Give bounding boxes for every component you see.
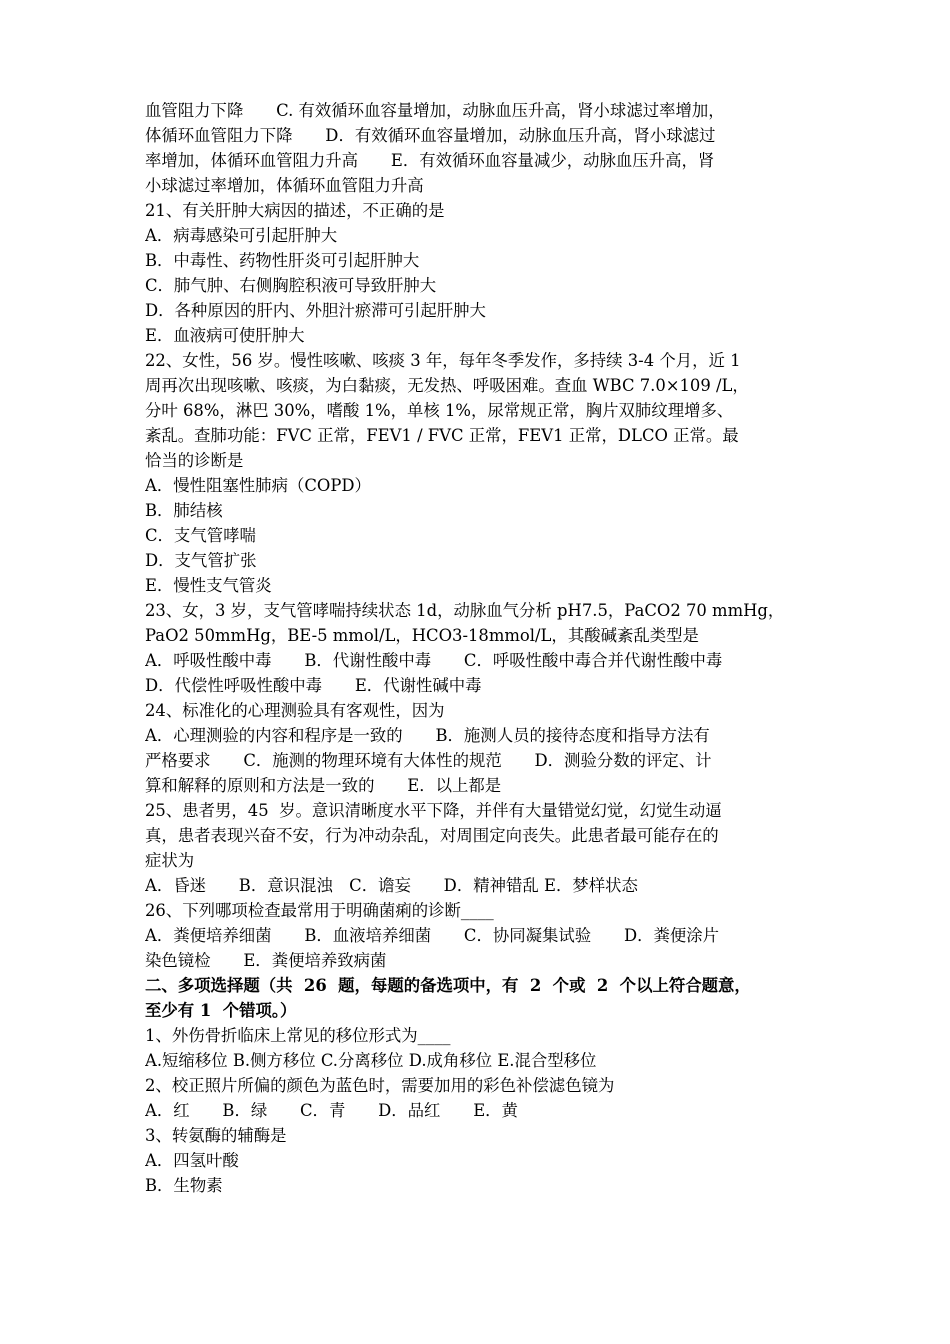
option-line: C．支气管哮喘 <box>145 526 256 545</box>
option-line: A．红 B．绿 C．青 D．品红 E．黄 <box>145 1101 518 1120</box>
option-line: A．呼吸性酸中毒 B．代谢性酸中毒 C．呼吸性酸中毒合并代谢性酸中毒 <box>145 651 723 670</box>
question-title: 21、有关肝肿大病因的描述，不正确的是 <box>145 201 445 220</box>
option-line: A．病毒感染可引起肝肿大 <box>145 226 338 245</box>
question-title: 24、标准化的心理测验具有客观性，因为 <box>145 701 445 720</box>
option-line: 严格要求 C．施测的物理环境有大体性的规范 D．测验分数的评定、计 <box>145 751 712 770</box>
text-line: 周再次出现咳嗽、咳痰，为白黏痰，无发热、呼吸困难。查血 WBC 7.0×109 /L， <box>145 376 749 395</box>
text-line: 率增加，体循环血管阻力升高 E．有效循环血容量减少，动脉血压升高，肾 <box>145 151 715 170</box>
option-line: A．慢性阻塞性肺病（COPD） <box>145 476 371 495</box>
section-heading: 至少有 1 个错项。） <box>145 1001 297 1020</box>
option-line: A．四氢叶酸 <box>145 1151 239 1170</box>
section-heading: 二、多项选择题（共 26 题，每题的备选项中，有 2 个或 2 个以上符合题意， <box>145 976 751 995</box>
text-line: 血管阻力下降 C. 有效循环血容量增加，动脉血压升高，肾小球滤过率增加， <box>145 101 725 120</box>
option-line: A．粪便培养细菌 B．血液培养细菌 C．协同凝集试验 D．粪便涂片 <box>145 926 720 945</box>
option-line: E．血液病可使肝肿大 <box>145 326 305 345</box>
option-line: A．昏迷 B．意识混浊 C．谵妄 D．精神错乱 E．梦样状态 <box>145 876 638 895</box>
text-line: 真，患者表现兴奋不安，行为冲动杂乱，对周围定向丧失。此患者最可能存在的 <box>145 826 719 845</box>
option-line: 染色镜检 E．粪便培养致病菌 <box>145 951 387 970</box>
option-line: D．各种原因的肝内、外胆汁瘀滞可引起肝肿大 <box>145 301 486 320</box>
text-line: 分叶 68%，淋巴 30%，嗜酸 1%，单核 1%，尿常规正常，胸片双肺纹理增多、 <box>145 401 734 420</box>
text-line: 体循环血管阻力下降 D．有效循环血容量增加，动脉血压升高，肾小球滤过 <box>145 126 716 145</box>
question-title: 22、女性，56 岁。慢性咳嗽、咳痰 3 年，每年冬季发作，多持续 3-4 个月，近 1 <box>145 351 741 370</box>
question-title: 3、转氨酶的辅酶是 <box>145 1126 287 1145</box>
question-title: 2、校正照片所偏的颜色为蓝色时，需要加用的彩色补偿滤色镜为 <box>145 1076 615 1095</box>
option-line: B．生物素 <box>145 1176 223 1195</box>
question-title: 1、外伤骨折临床上常见的移位形式为____ <box>145 1026 451 1045</box>
text-line: 紊乱。查肺功能：FVC 正常，FEV1 / FVC 正常，FEV1 正常，DLCO 正常。最 <box>145 426 739 445</box>
text-line: 症状为 <box>145 851 195 870</box>
option-line: D．代偿性呼吸性酸中毒 E．代谢性碱中毒 <box>145 676 482 695</box>
option-line: 算和解释的原则和方法是一致的 E．以上都是 <box>145 776 502 795</box>
option-line: B．中毒性、药物性肝炎可引起肝肿大 <box>145 251 420 270</box>
option-line: E．慢性支气管炎 <box>145 576 272 595</box>
text-line: 恰当的诊断是 <box>145 451 244 470</box>
question-title: 26、下列哪项检查最常用于明确菌痢的诊断____ <box>145 901 494 920</box>
option-line: D．支气管扩张 <box>145 551 257 570</box>
document-page <box>145 98 815 1198</box>
text-line: 小球滤过率增加，体循环血管阻力升高 <box>145 176 424 195</box>
text-line: PaO2 50mmHg，BE-5 mmol/L，HCO3-18mmol/L，其酸碱紊乱类型是 <box>145 626 699 645</box>
question-title: 25、患者男，45 岁。意识清晰度水平下降，并伴有大量错觉幻觉，幻觉生动逼 <box>145 801 722 820</box>
option-line: A.短缩移位 B.侧方移位 C.分离移位 D.成角移位 E.混合型移位 <box>145 1051 597 1070</box>
option-line: C．肺气肿、右侧胸腔积液可导致肝肿大 <box>145 276 437 295</box>
option-line: B．肺结核 <box>145 501 223 520</box>
option-line: A．心理测验的内容和程序是一致的 B．施测人员的接待态度和指导方法有 <box>145 726 710 745</box>
question-title: 23、女，3 岁，支气管哮喘持续状态 1d，动脉血气分析 pH7.5，PaCO2 70 mmHg， <box>145 601 785 620</box>
